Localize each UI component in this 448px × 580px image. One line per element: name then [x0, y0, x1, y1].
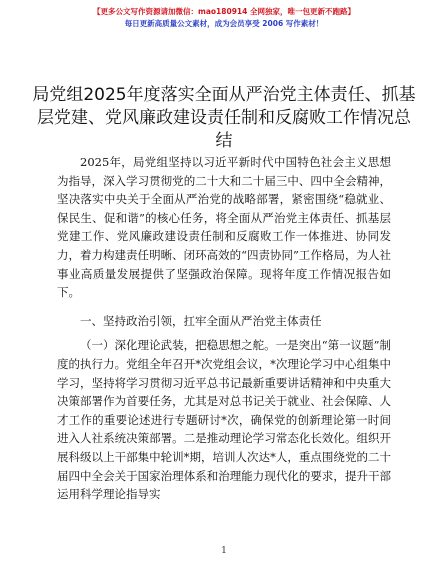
document-title: 局党组2025年度落实全面从严治党主体责任、抓基层党建、党风廉政建设责任制和反腐败工作情况总结	[32, 85, 416, 151]
promo-banner-line-1: 【更多公文写作资源请加微信：mao180914 全网独家，唯一包更新不跑路】	[93, 7, 355, 16]
page-number: 1	[221, 546, 227, 556]
promo-banner	[0, 6, 448, 30]
subsection-1-body: 一是突出“第一议题”制度的执行力。党组全年召开*次党组会议，*次理论学习中心组集中学习，坚持将学习贯彻习近平总书记最新重要讲话精神和中央重大决策部署作为首要任务，尤其是对总书记关于就业、社会保障、人才工作的重要论述进行专题研讨*次，确保党的创新理论第一时间进入人社系统决策部署。二是推动理论学习常态化长效化。组织开展科级以上干部集中轮训*期，培训人次达*人，重点围绕党的二十届四中全会关于国家治理体系和治理能力现代化的要求，提升干部运用科学理论指导实	[57, 338, 392, 502]
promo-banner-line-2: 每日更新高质量公文素材，成为会员享受 2006 写作素材！	[124, 19, 324, 28]
subsection-1-heading: （一）深化理论武装，把稳思想之舵。	[80, 338, 276, 353]
intro-paragraph: 2025年，局党组坚持以习近平新时代中国特色社会主义思想为指导，深入学习贯彻党的二十大和二十届三中、四中全会精神，坚决落实中央关于全面从严治党的战略部署，紧密围绕“稳就业、保民生、促和谐”的核心任务，将全面从严治党主体责任、抓基层党建工作、党风廉政建设责任制和反腐败工作一体推进、协同发力，着力构建责任明晰、闭环高效的“四责协同”工作格局，为人社事业高质量发展提供了坚强政治保障。现将年度工作情况报告如下。	[57, 155, 391, 300]
section-1-heading: 一、坚持政治引领，扛牢全面从严治党主体责任	[80, 313, 322, 328]
document-body	[57, 153, 391, 504]
subsection-1-paragraph	[57, 336, 391, 503]
